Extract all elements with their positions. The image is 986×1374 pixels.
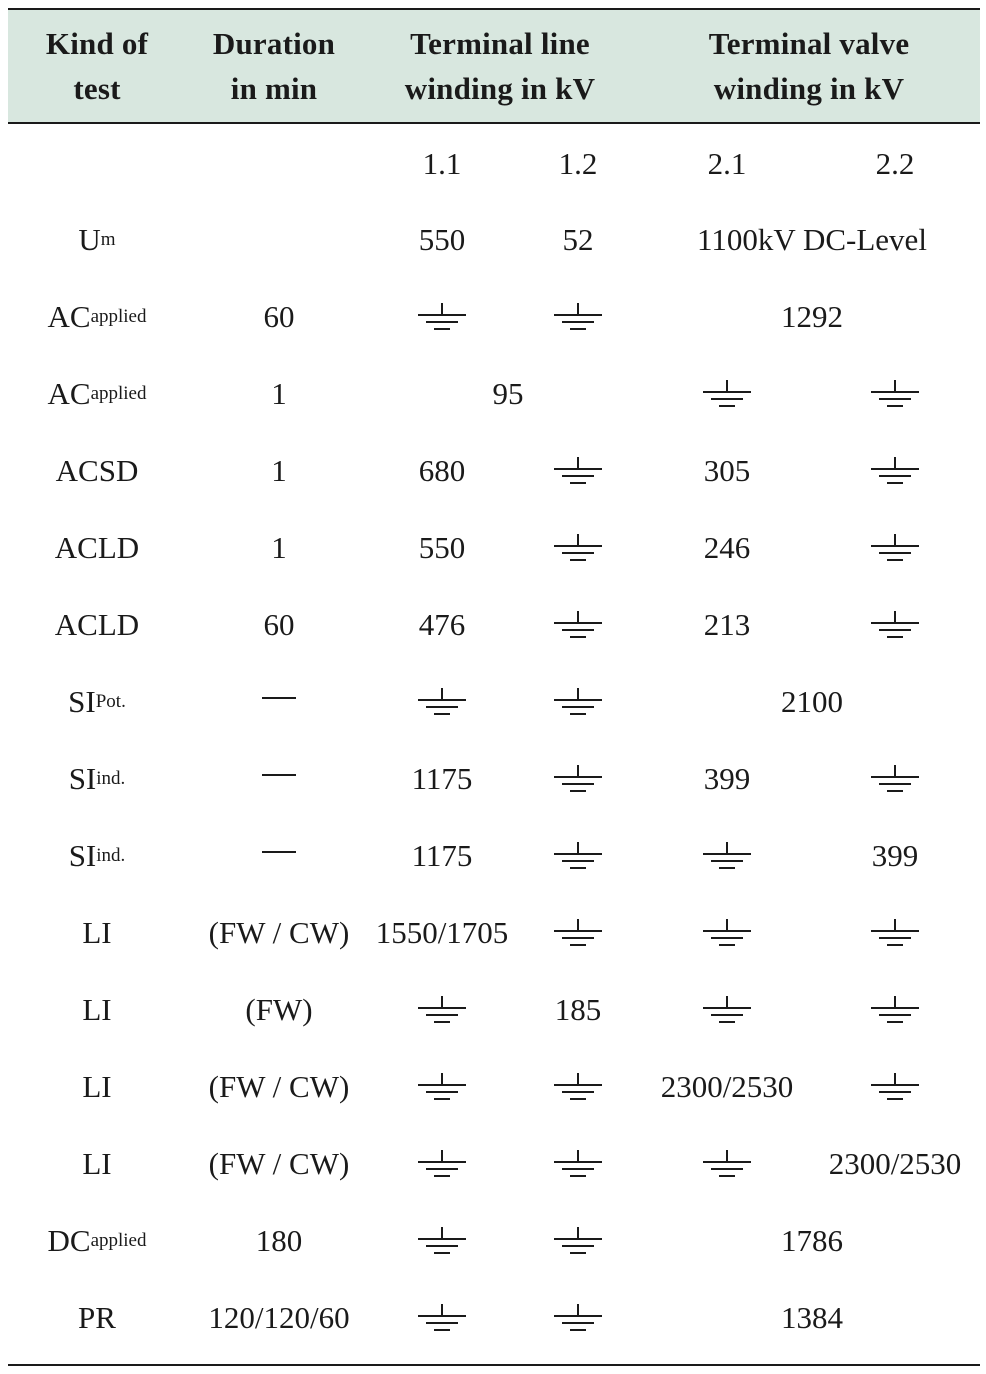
ground-symbol-icon [552, 1070, 604, 1104]
test-kind-label: ACSD [55, 453, 139, 488]
voltage-value-cell: 399 [703, 761, 751, 796]
grounded-cell [512, 1280, 644, 1356]
ground-symbol-icon [701, 839, 753, 873]
not-applicable-dash [262, 851, 296, 853]
voltage-value-cell: 550 [418, 530, 466, 565]
duration-cell [186, 741, 372, 817]
ground-symbol-icon [552, 300, 604, 334]
test-kind-cell [8, 1126, 186, 1202]
table-row [8, 1049, 980, 1125]
grounded-cell [512, 818, 644, 894]
voltage-value-cell: 213 [703, 607, 751, 642]
ground-symbol-icon [416, 685, 468, 719]
grounded-cell [810, 433, 980, 509]
ground-symbol-icon [869, 993, 921, 1027]
test-kind-cell [8, 433, 186, 509]
ground-symbol-icon [869, 454, 921, 488]
grounded-cell [810, 741, 980, 817]
duration-cell: (FW) [245, 992, 313, 1027]
test-kind-label: AC [47, 376, 91, 411]
ground-symbol-icon [701, 377, 753, 411]
test-kind-cell: AC applied [47, 299, 147, 334]
test-kind-label: SI [68, 684, 96, 719]
ground-symbol-icon [869, 377, 921, 411]
table-row [8, 664, 980, 740]
duration-cell: (FW / CW) [208, 1069, 350, 1104]
grounded-cell [810, 972, 980, 1048]
ground-symbol-icon [416, 300, 468, 334]
test-kind-label: SI [68, 838, 97, 873]
grounded-cell [644, 972, 810, 1048]
test-kind-label: ACLD [54, 607, 140, 642]
test-kind-cell [8, 1280, 186, 1356]
ground-symbol-icon [552, 454, 604, 488]
ground-symbol-icon [552, 1301, 604, 1335]
table-row [8, 1280, 980, 1356]
ground-symbol-icon [869, 531, 921, 565]
grounded-cell [810, 587, 980, 663]
test-kind-cell: U m [78, 222, 116, 257]
voltage-value-cell: 1292 [781, 299, 843, 334]
not-applicable-dash [262, 697, 296, 699]
test-kind-label: U [78, 222, 101, 257]
test-kind-label: LI [82, 915, 112, 950]
table-row [8, 741, 980, 817]
duration-cell: 1 [271, 376, 287, 411]
header-kind-of-test [8, 10, 186, 122]
ground-symbol-icon [416, 1147, 468, 1181]
ground-symbol-icon [552, 1224, 604, 1258]
not-applicable-dash [262, 774, 296, 776]
ground-symbol-icon [552, 685, 604, 719]
grounded-cell [512, 1126, 644, 1202]
table-row [8, 279, 980, 355]
voltage-value-cell: 95 [492, 376, 524, 411]
grounded-cell [512, 664, 644, 740]
grounded-cell [810, 1049, 980, 1125]
voltage-value-cell: 1384 [781, 1300, 843, 1335]
grounded-cell [512, 510, 644, 586]
test-kind-label: PR [78, 1300, 116, 1335]
voltage-value-cell: 2100 [781, 684, 843, 719]
test-kind-label: LI [82, 1146, 112, 1181]
header-terminal-valve [638, 10, 980, 122]
duration-cell: 60 [263, 299, 295, 334]
voltage-value-cell: 52 [562, 222, 594, 257]
table-row [8, 818, 980, 894]
duration-cell: 1 [271, 530, 287, 565]
ground-symbol-icon [552, 762, 604, 796]
test-kind-cell [8, 1049, 186, 1125]
header-valve-line1: Terminal valve [708, 26, 910, 61]
test-kind-label: AC [47, 299, 91, 334]
voltage-value-cell: 1100kV DC-Level [697, 222, 927, 257]
grounded-cell [372, 1203, 512, 1279]
subheader-1-1: 1.1 [422, 146, 462, 181]
grounded-cell [810, 510, 980, 586]
voltage-value-cell: 1175 [411, 761, 473, 796]
grounded-cell [512, 895, 644, 971]
header-kind-line2: test [73, 71, 121, 106]
table-header-rule [8, 122, 980, 124]
table-bottom-rule [8, 1364, 980, 1366]
voltage-value-cell: 2300/2530 [660, 1069, 794, 1104]
test-kind-cell [8, 895, 186, 971]
ground-symbol-icon [869, 916, 921, 950]
test-kind-cell: SI Pot. [68, 684, 126, 719]
ground-symbol-icon [701, 993, 753, 1027]
duration-cell [186, 664, 372, 740]
voltage-value-cell: 399 [871, 838, 919, 873]
voltage-value-cell: 2300/2530 [828, 1146, 962, 1181]
grounded-cell [644, 1126, 810, 1202]
table-row [8, 433, 980, 509]
voltage-value-cell: 305 [703, 453, 751, 488]
ground-symbol-icon [552, 608, 604, 642]
test-table [8, 8, 980, 1368]
grounded-cell [810, 356, 980, 432]
subheader-2-1: 2.1 [707, 146, 747, 181]
ground-symbol-icon [416, 1301, 468, 1335]
header-line-line1: Terminal line [410, 26, 590, 61]
header-line-line2: winding in kV [404, 71, 596, 106]
ground-symbol-icon [552, 839, 604, 873]
grounded-cell [644, 818, 810, 894]
voltage-value-cell: 246 [703, 530, 751, 565]
ground-symbol-icon [416, 993, 468, 1027]
voltage-value-cell: 476 [418, 607, 466, 642]
table-row [8, 895, 980, 971]
test-kind-cell [8, 972, 186, 1048]
test-kind-label: LI [82, 1069, 112, 1104]
duration-cell: (FW / CW) [208, 915, 350, 950]
ground-symbol-icon [552, 916, 604, 950]
voltage-value-cell: 1786 [781, 1223, 843, 1258]
test-kind-label: ACLD [54, 530, 140, 565]
table-row [8, 1203, 980, 1279]
table-row [8, 587, 980, 663]
grounded-cell [372, 972, 512, 1048]
header-duration [186, 10, 362, 122]
subheader-2-2: 2.2 [875, 146, 915, 181]
table-row [8, 1126, 980, 1202]
header-kind-line1: Kind of [45, 26, 149, 61]
ground-symbol-icon [869, 762, 921, 796]
subheader-row [8, 126, 980, 202]
duration-cell [186, 202, 372, 278]
grounded-cell [512, 433, 644, 509]
voltage-value-cell: 550 [418, 222, 466, 257]
grounded-cell [512, 587, 644, 663]
header-duration-line2: in min [230, 71, 318, 106]
test-kind-cell: SI ind. [68, 761, 126, 796]
ground-symbol-icon [701, 1147, 753, 1181]
duration-cell: 180 [255, 1223, 303, 1258]
ground-symbol-icon [416, 1070, 468, 1104]
grounded-cell [512, 279, 644, 355]
grounded-cell [372, 279, 512, 355]
voltage-value-cell: 680 [418, 453, 466, 488]
grounded-cell [372, 1280, 512, 1356]
header-terminal-line [362, 10, 638, 122]
table-row [8, 510, 980, 586]
test-kind-cell: AC applied [47, 376, 147, 411]
ground-symbol-icon [552, 531, 604, 565]
test-kind-label: SI [68, 761, 97, 796]
ground-symbol-icon [869, 608, 921, 642]
voltage-value-cell: 185 [554, 992, 602, 1027]
duration-cell: 1 [271, 453, 287, 488]
grounded-cell [372, 1049, 512, 1125]
table-row [8, 972, 980, 1048]
ground-symbol-icon [552, 1147, 604, 1181]
test-kind-cell [8, 510, 186, 586]
duration-cell: (FW / CW) [208, 1146, 350, 1181]
grounded-cell [810, 895, 980, 971]
ground-symbol-icon [416, 1224, 468, 1258]
table-row [8, 356, 980, 432]
grounded-cell [372, 664, 512, 740]
test-kind-cell: DC applied [47, 1223, 147, 1258]
voltage-value-cell: 1550/1705 [375, 915, 509, 950]
duration-cell: 60 [263, 607, 295, 642]
test-kind-cell: SI ind. [68, 838, 126, 873]
duration-cell: 120/120/60 [208, 1300, 350, 1335]
subheader-1-2: 1.2 [558, 146, 598, 181]
grounded-cell [512, 1049, 644, 1125]
header-duration-line1: Duration [212, 26, 336, 61]
grounded-cell [512, 741, 644, 817]
grounded-cell [372, 1126, 512, 1202]
test-kind-cell [8, 587, 186, 663]
ground-symbol-icon [701, 916, 753, 950]
grounded-cell [644, 356, 810, 432]
grounded-cell [644, 895, 810, 971]
grounded-cell [512, 1203, 644, 1279]
header-valve-line2: winding in kV [713, 71, 905, 106]
table-row [8, 202, 980, 278]
test-kind-label: LI [82, 992, 112, 1027]
voltage-value-cell: 1175 [411, 838, 473, 873]
ground-symbol-icon [869, 1070, 921, 1104]
test-kind-label: DC [47, 1223, 91, 1258]
duration-cell [186, 818, 372, 894]
